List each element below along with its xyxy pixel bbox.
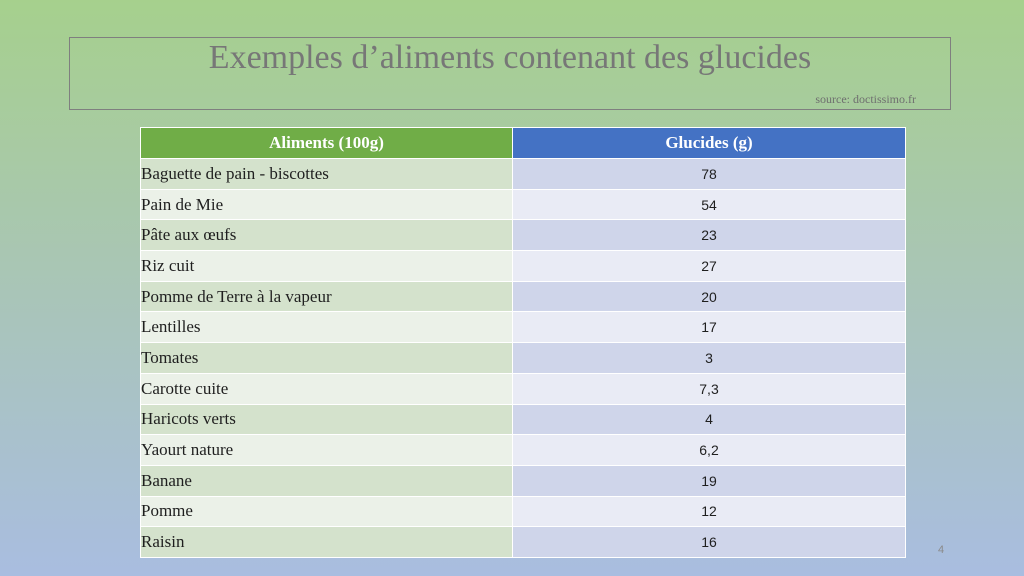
- food-name-cell: Pomme de Terre à la vapeur: [141, 281, 513, 312]
- food-name-cell: Pomme: [141, 496, 513, 527]
- carb-value-cell: 4: [513, 404, 906, 435]
- carb-value-cell: 7,3: [513, 373, 906, 404]
- table-row: [141, 251, 906, 282]
- header-carbs: Glucides (g): [513, 128, 906, 159]
- food-name-cell: Yaourt nature: [141, 435, 513, 466]
- carb-value-cell: 54: [513, 189, 906, 220]
- food-name-cell: Baguette de pain - biscottes: [141, 159, 513, 190]
- carb-value-cell: 16: [513, 527, 906, 558]
- table-row: [141, 404, 906, 435]
- table-row: [141, 435, 906, 466]
- carb-value-cell: 23: [513, 220, 906, 251]
- carb-value-cell: 78: [513, 159, 906, 190]
- table-row: [141, 312, 906, 343]
- table-body: [141, 159, 906, 558]
- carb-value-cell: 20: [513, 281, 906, 312]
- carb-value-cell: 27: [513, 251, 906, 282]
- food-name-cell: Pâte aux œufs: [141, 220, 513, 251]
- carb-value-cell: 3: [513, 343, 906, 374]
- table-row: [141, 465, 906, 496]
- carb-value-cell: 6,2: [513, 435, 906, 466]
- header-food: Aliments (100g): [141, 128, 513, 159]
- food-name-cell: Haricots verts: [141, 404, 513, 435]
- food-name-cell: Lentilles: [141, 312, 513, 343]
- food-name-cell: Raisin: [141, 527, 513, 558]
- page-number: 4: [938, 544, 945, 556]
- table-row: [141, 496, 906, 527]
- title-box: [69, 37, 951, 110]
- table-row: [141, 220, 906, 251]
- slide-title: Exemples d’aliments contenant des glucides: [208, 39, 812, 76]
- table-row: [141, 281, 906, 312]
- source-credit: source: doctissimo.fr: [815, 92, 916, 106]
- food-name-cell: Banane: [141, 465, 513, 496]
- table-row: [141, 189, 906, 220]
- food-name-cell: Pain de Mie: [141, 189, 513, 220]
- carbohydrate-table: [140, 127, 906, 558]
- table-row: [141, 343, 906, 374]
- carb-value-cell: 17: [513, 312, 906, 343]
- food-name-cell: Carotte cuite: [141, 373, 513, 404]
- table-header-row: [141, 128, 906, 159]
- table-row: [141, 373, 906, 404]
- food-name-cell: Tomates: [141, 343, 513, 374]
- carb-value-cell: 12: [513, 496, 906, 527]
- table-row: [141, 159, 906, 190]
- food-name-cell: Riz cuit: [141, 251, 513, 282]
- carb-value-cell: 19: [513, 465, 906, 496]
- table-row: [141, 527, 906, 558]
